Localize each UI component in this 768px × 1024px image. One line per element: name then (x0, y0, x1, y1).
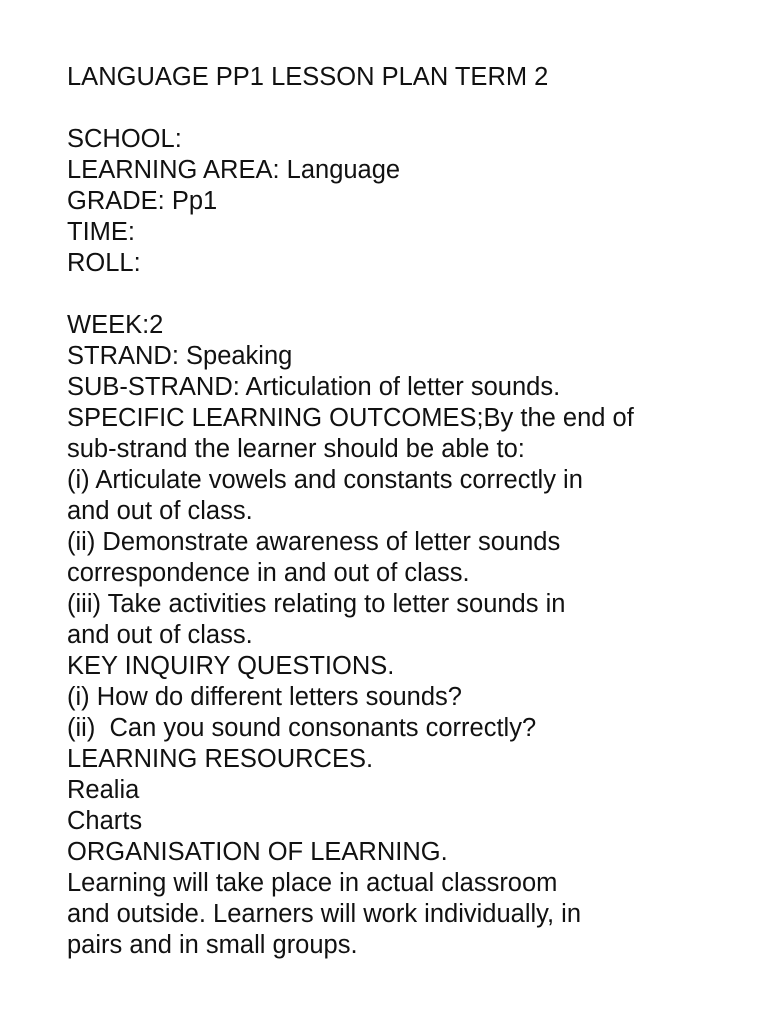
inquiry-question: (i) How do different letters sounds? (67, 683, 462, 711)
time-field: TIME: (67, 218, 135, 246)
outcome-item-cont: correspondence in and out of class. (67, 559, 470, 587)
resource-item: Realia (67, 776, 140, 804)
week-field: WEEK:2 (67, 311, 164, 339)
organisation-text: pairs and in small groups. (67, 931, 358, 959)
outcome-item: (i) Articulate vowels and constants correctly in (67, 466, 583, 494)
blank-line (67, 279, 727, 310)
outcome-item-cont: and out of class. (67, 621, 253, 649)
document-title: LANGUAGE PP1 LESSON PLAN TERM 2 (67, 63, 549, 91)
organisation-text: and outside. Learners will work individually, in (67, 900, 582, 928)
sub-strand-field: SUB-STRAND: Articulation of letter sounds. (67, 373, 561, 401)
organisation-heading: ORGANISATION OF LEARNING. (67, 838, 448, 866)
strand-field: STRAND: Speaking (67, 342, 293, 370)
blank-line (67, 93, 727, 124)
roll-field: ROLL: (67, 249, 141, 277)
organisation-text: Learning will take place in actual classroom (67, 869, 558, 897)
key-inquiry-heading: KEY INQUIRY QUESTIONS. (67, 652, 395, 680)
outcome-item: (iii) Take activities relating to letter sounds in (67, 590, 566, 618)
grade-field: GRADE: Pp1 (67, 187, 218, 215)
inquiry-question: (ii) Can you sound consonants correctly? (67, 714, 537, 742)
outcomes-heading: SPECIFIC LEARNING OUTCOMES;By the end of (67, 404, 634, 432)
learning-area-field: LEARNING AREA: Language (67, 156, 401, 184)
resource-item: Charts (67, 807, 143, 835)
school-field: SCHOOL: (67, 125, 182, 153)
outcomes-intro: sub-strand the learner should be able to: (67, 435, 525, 463)
outcome-item-cont: and out of class. (67, 497, 253, 525)
resources-heading: LEARNING RESOURCES. (67, 745, 374, 773)
outcome-item: (ii) Demonstrate awareness of letter sounds (67, 528, 561, 556)
lesson-plan-document (67, 62, 727, 961)
